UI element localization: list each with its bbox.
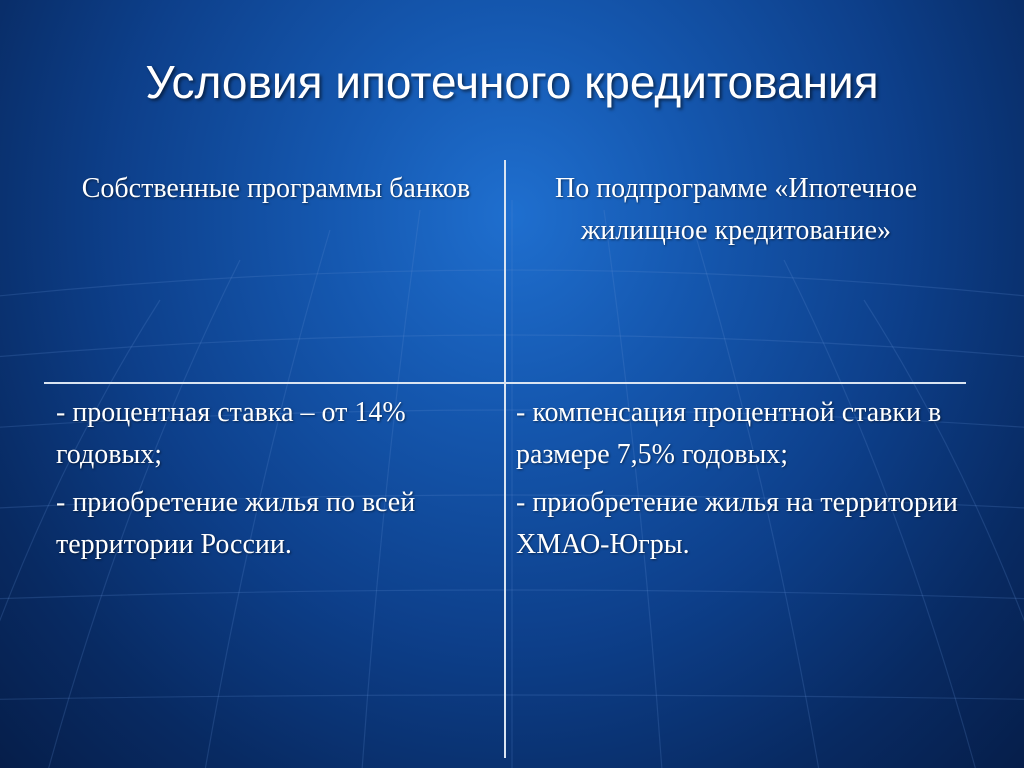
right-column-body: [516, 392, 966, 572]
right-column-heading: По подпрограмме «Ипотечное жилищное кредитование»: [554, 173, 918, 246]
slide-title: Условия ипотечного кредитования: [145, 56, 879, 108]
right-item-purchase-area: - приобретение жилья на территории ХМАО-Югры.: [516, 487, 958, 560]
left-column-body: [56, 392, 502, 572]
left-item-purchase-area: - приобретение жилья по всей территории России.: [56, 487, 416, 560]
right-item-rate-compensation: - компенсация процентной ставки в размере 7,5% годовых;: [516, 397, 942, 470]
header-divider: [44, 382, 966, 384]
left-column-heading: Собственные программы банков: [81, 173, 471, 204]
left-item-interest-rate: - процентная ставка – от 14% годовых;: [56, 397, 406, 470]
column-divider: [504, 160, 506, 758]
